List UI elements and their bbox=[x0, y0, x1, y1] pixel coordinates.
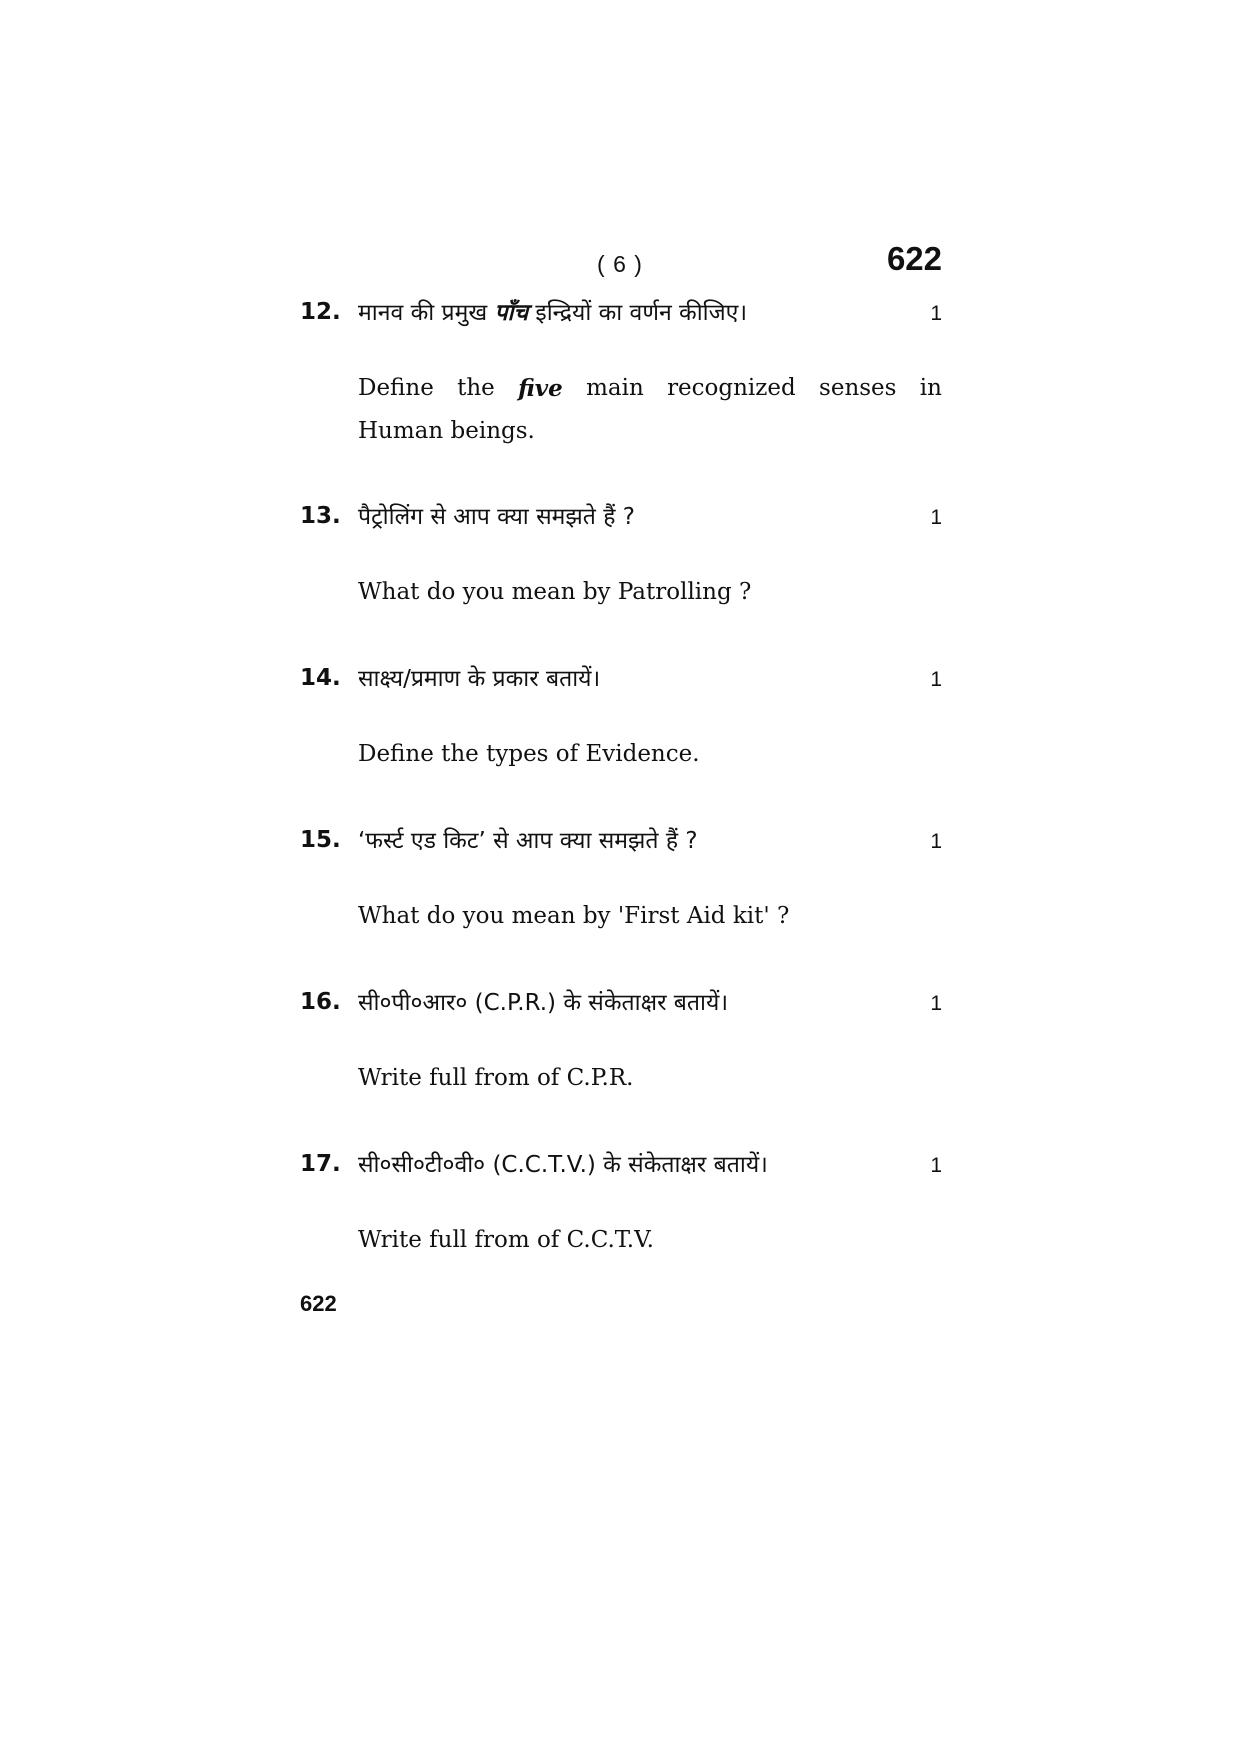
question-english-text: Write full from of C.P.R. bbox=[358, 1065, 634, 1091]
question-hindi-text: मानव की प्रमुख पाँच इन्द्रियों का वर्णन कीजिए। bbox=[358, 300, 748, 326]
question-english-text: What do you mean by 'First Aid kit' ? bbox=[358, 903, 790, 929]
question-english-text: Define the five main recognized senses in Human beings. bbox=[358, 367, 942, 453]
question-number: 17. bbox=[300, 1151, 341, 1177]
question-14 bbox=[300, 661, 942, 776]
paper-code-footer: 622 bbox=[300, 1291, 337, 1316]
question-15 bbox=[300, 823, 942, 938]
question-hindi-text: सी०पी०आर० (C.P.R.) के संकेताक्षर बतायें। bbox=[358, 990, 729, 1016]
question-16 bbox=[300, 985, 942, 1100]
question-number: 13. bbox=[300, 503, 341, 529]
emphasis-five-hindi: पाँच bbox=[494, 300, 529, 326]
question-13 bbox=[300, 499, 942, 614]
question-marks: 1 bbox=[930, 992, 942, 1015]
question-17 bbox=[300, 1147, 942, 1262]
emphasis-five-english: five bbox=[518, 375, 563, 402]
page-number-label: ( 6 ) bbox=[597, 251, 643, 277]
question-hindi-text: साक्ष्य/प्रमाण के प्रकार बतायें। bbox=[358, 666, 601, 692]
question-hindi-text: ‘फर्स्ट एड किट’ से आप क्या समझते हैं ? bbox=[358, 828, 698, 854]
question-english-text: Define the types of Evidence. bbox=[358, 741, 700, 767]
question-number: 12. bbox=[300, 299, 341, 325]
question-number: 14. bbox=[300, 665, 341, 691]
question-number: 16. bbox=[300, 989, 341, 1015]
question-hindi-text: पैट्रोलिंग से आप क्या समझते हैं ? bbox=[358, 504, 635, 530]
question-marks: 1 bbox=[930, 1154, 942, 1177]
question-marks: 1 bbox=[930, 668, 942, 691]
question-number: 15. bbox=[300, 827, 341, 853]
question-marks: 1 bbox=[930, 830, 942, 853]
question-hindi-text: सी०सी०टी०वी० (C.C.T.V.) के संकेताक्षर बतायें। bbox=[358, 1152, 768, 1178]
question-english-text: What do you mean by Patrolling ? bbox=[358, 579, 752, 605]
paper-code-header: 622 bbox=[886, 240, 942, 277]
question-marks: 1 bbox=[930, 506, 942, 529]
question-12 bbox=[300, 295, 942, 453]
question-marks: 1 bbox=[930, 302, 942, 325]
question-english-text: Write full from of C.C.T.V. bbox=[358, 1227, 654, 1253]
